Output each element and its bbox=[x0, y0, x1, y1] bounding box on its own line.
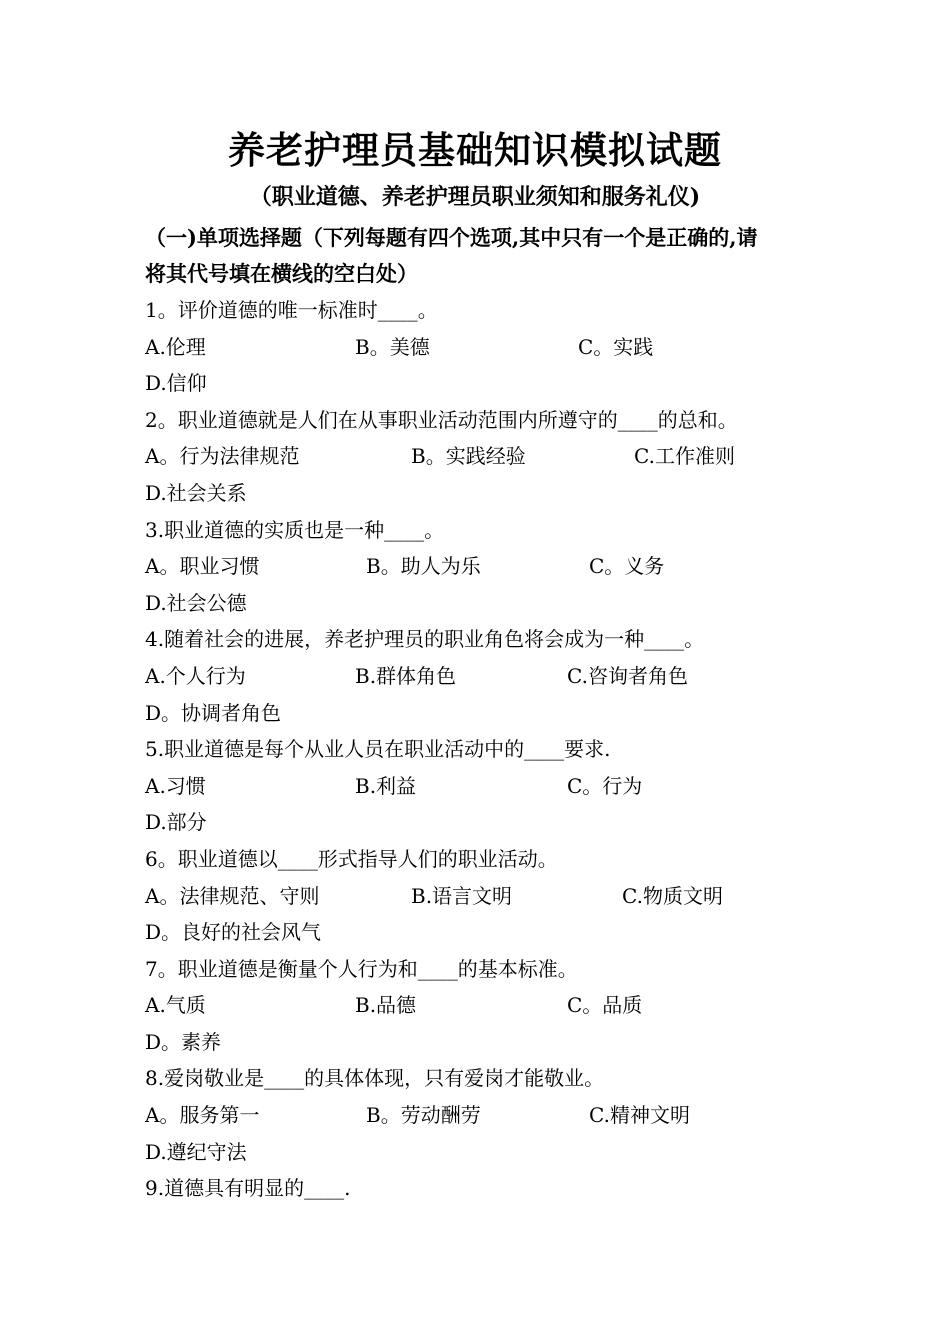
section-heading-line-2: 将其代号填在横线的空白处） bbox=[145, 261, 418, 286]
question-3-option-d: D.社会公德 bbox=[145, 590, 247, 615]
question-2-option-d: D.社会关系 bbox=[145, 480, 247, 505]
question-list bbox=[145, 292, 825, 1207]
page-title: 养老护理员基础知识模拟试题 bbox=[228, 128, 722, 172]
question-3-option-c: C。义务 bbox=[589, 554, 665, 579]
question-6-option-a: A。法律规范、守则 bbox=[145, 883, 320, 908]
question-3-option-b: B。助人为乐 bbox=[366, 554, 481, 579]
question-5-option-d: D.部分 bbox=[145, 810, 207, 835]
question-4-option-b: B.群体角色 bbox=[355, 663, 457, 688]
question-6-option-c: C.物质文明 bbox=[622, 883, 723, 908]
question-2-stem: 2。职业道德就是人们在从事职业活动范围内所遵守的____的总和。 bbox=[145, 407, 738, 432]
question-7-options bbox=[145, 987, 825, 1024]
question-5-option-c: C。行为 bbox=[567, 773, 643, 798]
question-6-stem: 6。职业道德以____形式指导人们的职业活动。 bbox=[145, 846, 558, 871]
question-8-option-a: A。服务第一 bbox=[145, 1103, 260, 1128]
question-7-stem: 7。职业道德是衡量个人行为和____的基本标准。 bbox=[145, 956, 578, 981]
question-7-option-d: D。素养 bbox=[145, 1029, 222, 1054]
question-4-stem: 4.随着社会的进展，养老护理员的职业角色将会成为一种____。 bbox=[145, 627, 705, 652]
question-4-option-d: D。协调者角色 bbox=[145, 700, 282, 725]
question-2-option-c: C.工作准则 bbox=[634, 444, 735, 469]
question-6-options bbox=[145, 878, 825, 915]
question-1-option-a: A.伦理 bbox=[145, 334, 206, 359]
question-4-option-a: A.个人行为 bbox=[145, 663, 246, 688]
question-1-options bbox=[145, 329, 825, 366]
question-6-option-d: D。良好的社会风气 bbox=[145, 920, 322, 945]
question-3-stem: 3.职业道德的实质也是一种____。 bbox=[145, 517, 445, 542]
question-3-option-a: A。职业习惯 bbox=[145, 554, 260, 579]
section-heading bbox=[145, 220, 825, 292]
question-8-options bbox=[145, 1097, 825, 1134]
question-3-options bbox=[145, 548, 825, 585]
question-9-stem: 9.道德具有明显的____. bbox=[145, 1176, 351, 1201]
question-7-option-c: C。品质 bbox=[567, 993, 643, 1018]
question-8-option-b: B。劳动酬劳 bbox=[366, 1103, 481, 1128]
question-1-option-c: C。实践 bbox=[578, 334, 654, 359]
question-8-option-d: D.遵纪守法 bbox=[145, 1139, 247, 1164]
question-7-option-a: A.气质 bbox=[145, 993, 206, 1018]
question-5-option-b: B.利益 bbox=[355, 773, 417, 798]
question-7-option-b: B.品德 bbox=[355, 993, 417, 1018]
question-4-option-c: C.咨询者角色 bbox=[567, 663, 688, 688]
question-1-option-d: D.信仰 bbox=[145, 371, 207, 396]
question-4-options bbox=[145, 658, 825, 695]
question-2-options bbox=[145, 438, 825, 475]
question-5-option-a: A.习惯 bbox=[145, 773, 206, 798]
question-1-stem: 1。评价道德的唯一标准时____。 bbox=[145, 298, 438, 322]
question-1-option-b: B。美德 bbox=[355, 334, 430, 359]
question-6-option-b: B.语言文明 bbox=[411, 883, 513, 908]
question-2-option-a: A。行为法律规范 bbox=[145, 444, 300, 469]
page-subtitle: （职业道德、养老护理员职业须知和服务礼仪) bbox=[249, 184, 701, 210]
question-5-options bbox=[145, 768, 825, 805]
question-8-stem: 8.爱岗敬业是____的具体体现，只有爱岗才能敬业。 bbox=[145, 1066, 605, 1091]
section-heading-line-1: （一)单项选择题（下列每题有四个选项,其中只有一个是正确的,请 bbox=[145, 225, 758, 250]
question-8-option-c: C.精神文明 bbox=[589, 1103, 690, 1128]
question-5-stem: 5.职业道德是每个从业人员在职业活动中的____要求. bbox=[145, 737, 611, 762]
question-2-option-b: B。实践经验 bbox=[411, 444, 526, 469]
